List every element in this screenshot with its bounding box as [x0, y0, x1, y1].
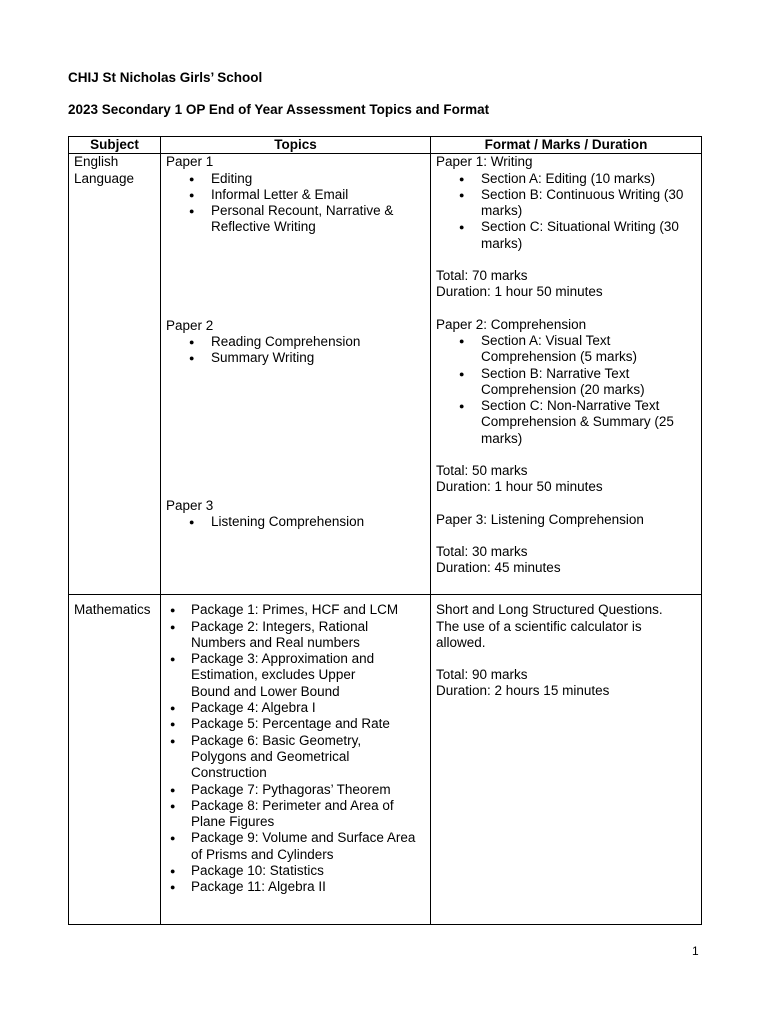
list-item: ● Package 6: Basic Geometry, Polygons and Geometrical Construction	[166, 733, 425, 782]
paper2-topic-list	[166, 334, 425, 367]
list-item: ● Listening Comprehension	[166, 514, 425, 530]
header-format: Format / Marks / Duration	[431, 137, 702, 154]
list-item: ● Section B: Narrative Text Comprehension (20 marks)	[436, 366, 696, 399]
header-topics: Topics	[161, 137, 431, 154]
assessment-table	[68, 136, 702, 925]
subject-english-line1: English	[74, 154, 119, 170]
list-item: ● Section A: Visual Text Comprehension (5 marks)	[436, 333, 696, 366]
paper1-duration: Duration: 1 hour 50 minutes	[436, 284, 603, 300]
list-item: ● Informal Letter & Email	[166, 187, 425, 203]
paper3-format-title: Paper 3: Listening Comprehension	[436, 511, 644, 527]
paper3-duration: Duration: 45 minutes	[436, 560, 561, 576]
list-item: ● Reading Comprehension	[166, 334, 425, 350]
math-format-text: Short and Long Structured Questions. The use of a scientific calculator is allowed.	[436, 602, 663, 650]
list-item: ● Section B: Continuous Writing (30 marks)	[436, 187, 696, 220]
list-item: ● Package 8: Perimeter and Area of Plane Figures	[166, 798, 425, 831]
math-total: Total: 90 marks	[436, 667, 528, 683]
paper2-label: Paper 2	[166, 317, 214, 333]
math-topic-list	[166, 602, 425, 895]
list-item: ● Personal Recount, Narrative & Reflective Writing	[166, 203, 425, 236]
format-cell-english	[431, 154, 702, 595]
list-item: ● Summary Writing	[166, 350, 425, 366]
page-number: 1	[692, 944, 699, 958]
paper2-duration: Duration: 1 hour 50 minutes	[436, 479, 603, 495]
subject-english-line2: Language	[74, 170, 135, 186]
math-duration: Duration: 2 hours 15 minutes	[436, 683, 610, 699]
school-name: CHIJ St Nicholas Girls’ School	[68, 70, 263, 85]
subject-mathematics: Mathematics	[74, 602, 151, 618]
header-subject: Subject	[69, 137, 161, 154]
paper3-topic-list	[166, 514, 425, 530]
subject-cell-english	[69, 154, 161, 595]
paper2-total: Total: 50 marks	[436, 463, 528, 479]
paper1-label: Paper 1	[166, 154, 214, 170]
list-item: ● Package 11: Algebra II	[166, 879, 425, 895]
format-cell-mathematics	[431, 595, 702, 925]
list-item: ● Package 2: Integers, Rational Numbers and Real numbers	[166, 619, 425, 652]
topics-cell-mathematics	[161, 595, 431, 925]
list-item: ● Package 7: Pythagoras’ Theorem	[166, 782, 425, 798]
list-item: ● Package 4: Algebra I	[166, 700, 425, 716]
list-item: ● Package 1: Primes, HCF and LCM	[166, 602, 425, 618]
list-item: ● Package 10: Statistics	[166, 863, 425, 879]
subject-cell-mathematics	[69, 595, 161, 925]
paper1-topic-list	[166, 171, 425, 236]
paper2-format-title: Paper 2: Comprehension	[436, 316, 587, 332]
paper1-total: Total: 70 marks	[436, 268, 528, 284]
paper1-format-title: Paper 1: Writing	[436, 154, 533, 170]
table-header-row	[69, 137, 702, 154]
table-row-english	[69, 154, 702, 595]
list-item: ● Package 5: Percentage and Rate	[166, 716, 425, 732]
paper2-format-list	[436, 333, 696, 447]
list-item: ● Editing	[166, 171, 425, 187]
list-item: ● Section C: Non-Narrative Text Comprehension & Summary (25 marks)	[436, 398, 696, 447]
list-item: ● Section A: Editing (10 marks)	[436, 171, 696, 187]
list-item: ● Section C: Situational Writing (30 marks)	[436, 219, 696, 252]
paper3-total: Total: 30 marks	[436, 543, 528, 559]
paper1-format-list	[436, 171, 696, 252]
table-row-mathematics	[69, 595, 702, 925]
paper3-label: Paper 3	[166, 497, 214, 513]
list-item: ● Package 3: Approximation and Estimation, excludes Upper Bound and Lower Bound	[166, 651, 425, 700]
document-title: 2023 Secondary 1 OP End of Year Assessment Topics and Format	[68, 102, 490, 117]
list-item: ● Package 9: Volume and Surface Area of Prisms and Cylinders	[166, 830, 425, 863]
topics-cell-english	[161, 154, 431, 595]
